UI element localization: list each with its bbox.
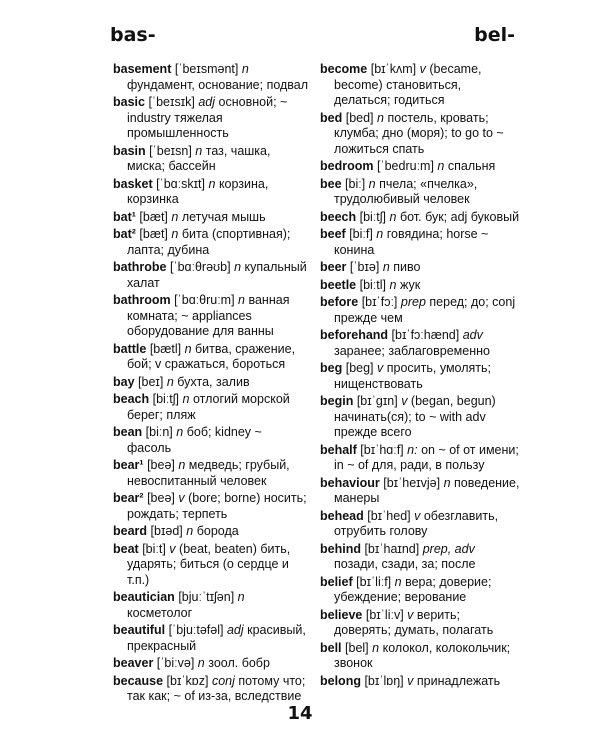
- headword: before: [320, 295, 359, 309]
- translation: (began, begun) начинать(ся); to ~ with adv прежде всего: [334, 394, 496, 439]
- dictionary-entry: [113, 177, 309, 208]
- part-of-speech: conj: [211, 673, 235, 688]
- translation: летучая мышь: [181, 209, 266, 224]
- transcription: [bɪˈhɑːf]: [360, 442, 404, 457]
- translation: жук: [399, 277, 421, 292]
- dictionary-entry: [320, 227, 520, 258]
- headword: bathroom: [113, 293, 171, 307]
- translation: говядина; horse ~ конина: [334, 227, 489, 257]
- part-of-speech: n: [394, 574, 402, 589]
- dictionary-entry: [113, 491, 309, 522]
- part-of-speech: v: [169, 541, 176, 556]
- headword: bedroom: [320, 159, 374, 173]
- translation: on ~ of от имени; in ~ of для, ради, в пользу: [334, 442, 519, 472]
- transcription: [bæt]: [139, 227, 168, 241]
- dictionary-entry: [113, 392, 309, 423]
- part-of-speech: n: [377, 110, 384, 125]
- dictionary-entry: [113, 260, 309, 291]
- transcription: [biː]: [345, 176, 366, 191]
- translation: боб; kidney ~ фасоль: [127, 425, 262, 455]
- part-of-speech: v: [401, 394, 408, 408]
- transcription: [bɪˈliːf]: [356, 574, 392, 589]
- translation: фундамент, основание; подвал: [127, 77, 309, 92]
- transcription: [ˈbedruːm]: [376, 159, 434, 173]
- part-of-speech: adv: [462, 328, 483, 342]
- left-column: [113, 62, 309, 707]
- headword: beaver: [113, 656, 154, 670]
- headword: bean: [113, 425, 143, 439]
- translation: основной; ~ industry тяжелая промышленность: [127, 95, 288, 140]
- dictionary-entry: [320, 260, 520, 276]
- headword: beautiful: [113, 623, 166, 637]
- transcription: [ˈbiːvə]: [156, 656, 195, 670]
- transcription: [ˈbeɪsmənt]: [174, 62, 239, 76]
- transcription: [beə]: [147, 491, 175, 505]
- headword: basic: [113, 95, 145, 109]
- part-of-speech: n: [372, 640, 380, 655]
- transcription: [beɪ]: [138, 374, 164, 389]
- headword: belief: [320, 574, 353, 589]
- dictionary-entry: [320, 608, 520, 639]
- dictionary-entry: [113, 95, 309, 142]
- transcription: [beə]: [147, 458, 175, 472]
- translation: поведение, манеры: [334, 475, 520, 505]
- part-of-speech: v: [414, 508, 421, 523]
- dictionary-entry: [113, 375, 309, 391]
- part-of-speech: n: [241, 62, 249, 76]
- transcription: [bɪˈheɪvjə]: [383, 475, 441, 490]
- part-of-speech: n: [186, 524, 194, 538]
- translation: верить; доверять; думать, полагать: [334, 607, 494, 637]
- part-of-speech: n: [184, 341, 192, 356]
- dictionary-entry: [320, 159, 520, 175]
- right-column: [320, 62, 520, 691]
- translation: пчела; «пчелка», трудолюбивый человек: [334, 176, 478, 206]
- translation: бот. бук; adj буковый: [399, 209, 520, 224]
- page-number: 14: [287, 703, 313, 724]
- headword: basket: [113, 176, 153, 191]
- part-of-speech: n:: [407, 442, 418, 457]
- dictionary-entry: [113, 425, 309, 456]
- dictionary-entry: [320, 278, 520, 294]
- headword: bear²: [113, 491, 144, 505]
- transcription: [bɪˈkʌm]: [370, 62, 417, 76]
- headword: beautician: [113, 590, 175, 604]
- translation: купальный халат: [127, 260, 307, 290]
- dictionary-entry: [320, 361, 520, 392]
- headword: bat²: [113, 227, 136, 241]
- part-of-speech: n: [237, 590, 245, 604]
- part-of-speech: prep, adv: [422, 541, 475, 556]
- headword: bee: [320, 176, 342, 191]
- guide-word-right: bel-: [474, 24, 515, 46]
- dictionary-entry: [320, 394, 520, 441]
- part-of-speech: n: [171, 209, 179, 224]
- translation: корзина, корзинка: [127, 176, 269, 206]
- part-of-speech: n: [166, 374, 174, 389]
- part-of-speech: adj: [198, 95, 216, 109]
- headword: beforehand: [320, 328, 389, 342]
- translation: обезглавить, отрубить голову: [334, 508, 499, 538]
- dictionary-entry: [320, 509, 520, 540]
- transcription: [bed]: [345, 110, 374, 125]
- translation: борода: [196, 524, 239, 538]
- part-of-speech: n: [382, 260, 390, 274]
- transcription: [bɪˈhaɪnd]: [364, 541, 420, 556]
- transcription: [bɪˈfɔːhænd]: [391, 328, 460, 342]
- headword: battle: [113, 341, 147, 356]
- dictionary-entry: [113, 458, 309, 489]
- headword: believe: [320, 607, 363, 622]
- dictionary-entry: [113, 674, 309, 705]
- dictionary-entry: [113, 524, 309, 540]
- part-of-speech: n: [376, 227, 384, 241]
- headword: behalf: [320, 442, 357, 457]
- translation: зоол. бобр: [208, 656, 270, 670]
- headword: beetle: [320, 277, 357, 292]
- headword: bed: [320, 110, 343, 125]
- transcription: [biːt]: [142, 541, 166, 556]
- dictionary-entry: [320, 328, 520, 359]
- translation: вера; доверие; убеждение; верование: [334, 574, 492, 604]
- translation: косметолог: [127, 605, 193, 620]
- translation: бита (спортивная); лапта; дубина: [127, 227, 291, 257]
- transcription: [bɪəd]: [150, 524, 183, 538]
- translation: спальня: [447, 159, 496, 173]
- transcription: [biːtʃ]: [152, 392, 180, 406]
- transcription: [bɪˈliːv]: [365, 607, 404, 622]
- transcription: [bæt]: [139, 209, 168, 224]
- dictionary-entry: [320, 177, 520, 208]
- transcription: [ˈbeɪsn]: [149, 143, 192, 158]
- part-of-speech: n: [437, 159, 445, 173]
- headword: behead: [320, 508, 364, 523]
- transcription: [bjuːˈtɪʃən]: [178, 590, 235, 604]
- translation: постель, кровать; клумба; дно (моря); to go to ~ ложиться спать: [334, 110, 504, 156]
- part-of-speech: n: [182, 392, 190, 406]
- transcription: [bel]: [345, 640, 369, 655]
- transcription: [ˈbeɪsɪk]: [148, 95, 195, 109]
- dictionary-entry: [113, 293, 309, 340]
- headword: begin: [320, 394, 354, 408]
- part-of-speech: adj: [226, 623, 244, 637]
- part-of-speech: v: [178, 491, 185, 505]
- dictionary-entry: [113, 590, 309, 621]
- dictionary-entry: [320, 674, 520, 690]
- transcription: [ˈbɑːθrəʊb]: [169, 260, 231, 274]
- headword: beer: [320, 260, 347, 274]
- transcription: [biːtʃ]: [359, 209, 387, 224]
- headword: bat¹: [113, 209, 136, 224]
- headword: basement: [113, 62, 172, 76]
- transcription: [bɪˈgɪn]: [356, 394, 398, 408]
- translation: (beat, beaten) бить, ударять; биться (о сердце и т.п.): [127, 541, 291, 587]
- part-of-speech: v: [419, 62, 426, 76]
- part-of-speech: n: [208, 176, 216, 191]
- transcription: [biːf]: [349, 227, 373, 241]
- headword: beach: [113, 392, 150, 406]
- translation: бухта, залив: [177, 374, 250, 389]
- dictionary-entry: [320, 295, 520, 326]
- translation: потому что; так как; ~ of из-за, вследствие: [127, 673, 306, 703]
- transcription: [ˈbɑːθruːm]: [174, 293, 235, 307]
- headword: because: [113, 673, 164, 688]
- transcription: [ˈbɪə]: [349, 260, 380, 274]
- dictionary-entry: [113, 210, 309, 226]
- translation: просить, умолять; нищенствовать: [334, 361, 491, 391]
- headword: basin: [113, 143, 146, 158]
- headword: behaviour: [320, 475, 380, 490]
- dictionary-entry: [320, 210, 520, 226]
- transcription: [ˈbjuːtəfəl]: [168, 623, 224, 637]
- part-of-speech: v: [407, 673, 414, 688]
- guide-word-left: bas-: [110, 24, 156, 46]
- transcription: [bɪˈfɔː]: [361, 295, 398, 309]
- part-of-speech: n: [171, 227, 179, 241]
- headword: beat: [113, 541, 139, 556]
- part-of-speech: n: [178, 458, 186, 472]
- part-of-speech: n: [234, 260, 242, 274]
- dictionary-entry: [113, 62, 309, 93]
- headword: beg: [320, 361, 343, 375]
- transcription: [bætl]: [149, 341, 182, 356]
- dictionary-entry: [113, 623, 309, 654]
- translation: пиво: [393, 260, 421, 274]
- part-of-speech: n: [176, 425, 184, 439]
- dictionary-entry: [113, 656, 309, 672]
- transcription: [bɪˈkɒz]: [166, 673, 209, 688]
- headword: bear¹: [113, 458, 144, 472]
- dictionary-entry: [320, 542, 520, 573]
- translation: медведь; грубый, невоспитанный человек: [127, 458, 290, 488]
- headword: beech: [320, 209, 357, 224]
- headword: behind: [320, 541, 361, 556]
- part-of-speech: n: [195, 143, 203, 158]
- part-of-speech: v: [377, 361, 384, 375]
- translation: принадлежать: [416, 673, 501, 688]
- dictionary-entry: [320, 575, 520, 606]
- part-of-speech: prep: [400, 295, 426, 309]
- headword: belong: [320, 673, 361, 688]
- translation: отлогий морской берег; пляж: [127, 392, 290, 422]
- part-of-speech: n: [197, 656, 205, 670]
- headword: beef: [320, 227, 346, 241]
- translation: перед; до; conj прежде чем: [334, 295, 516, 325]
- translation: ванная комната; ~ appliances оборудование для ванны: [127, 293, 290, 338]
- part-of-speech: n: [443, 475, 451, 490]
- translation: таз, чашка, миска; бассейн: [127, 143, 271, 173]
- translation: красивый, прекрасный: [127, 623, 306, 653]
- transcription: [ˈbɑːskɪt]: [156, 176, 206, 191]
- part-of-speech: n: [238, 293, 245, 307]
- part-of-speech: n: [368, 176, 376, 191]
- headword: become: [320, 62, 368, 76]
- dictionary-entry: [113, 542, 309, 589]
- transcription: [beg]: [345, 361, 374, 375]
- dictionary-entry: [320, 111, 520, 158]
- translation: позади, сзади, за; после: [334, 557, 476, 571]
- dictionary-entry: [320, 62, 520, 109]
- transcription: [bɪˈlɒŋ]: [364, 673, 404, 688]
- headword: bathrobe: [113, 260, 167, 274]
- part-of-speech: n: [389, 277, 397, 292]
- dictionary-entry: [320, 641, 520, 672]
- dictionary-entry: [320, 476, 520, 507]
- dictionary-entry: [113, 342, 309, 373]
- transcription: [biːtl]: [359, 277, 387, 292]
- dictionary-entry: [113, 227, 309, 258]
- transcription: [biːn]: [145, 425, 173, 439]
- part-of-speech: v: [407, 607, 414, 622]
- translation: колокол, колокольчик; звонок: [334, 640, 511, 670]
- headword: bell: [320, 640, 342, 655]
- transcription: [bɪˈhed]: [367, 508, 411, 523]
- translation: (became, become) становиться, делаться; годиться: [334, 62, 482, 107]
- dictionary-entry: [113, 144, 309, 175]
- part-of-speech: n: [389, 209, 397, 224]
- translation: (bore; borne) носить; рождать; терпеть: [127, 491, 307, 521]
- headword: beard: [113, 524, 148, 538]
- translation: битва, сражение, бой; v сражаться, бороться: [127, 341, 296, 371]
- dictionary-entry: [320, 443, 520, 474]
- translation: заранее; заблаговременно: [334, 343, 490, 358]
- headword: bay: [113, 374, 135, 389]
